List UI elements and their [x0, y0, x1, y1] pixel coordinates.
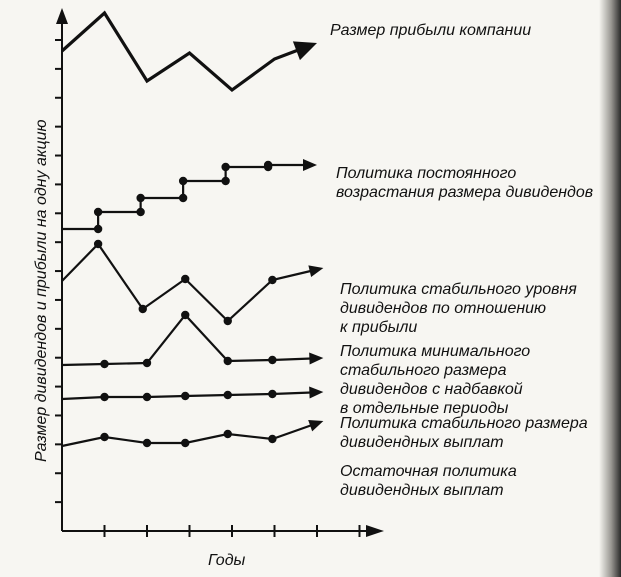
- data-point-marker: [179, 194, 187, 202]
- data-point-marker: [224, 430, 232, 438]
- series-line-0: [62, 13, 298, 90]
- series-label-line: Политика стабильного уровня: [340, 281, 577, 298]
- data-point-marker: [264, 161, 272, 169]
- series-label-line: Политика стабильного размера: [340, 415, 588, 432]
- series-arrowhead-4: [309, 387, 323, 399]
- data-point-marker: [94, 208, 102, 216]
- series-label-line: Политика постоянного: [336, 165, 517, 182]
- series-label-line: Размер прибыли компании: [330, 22, 532, 39]
- series-label-growing-dividends: [336, 164, 593, 202]
- data-point-marker: [94, 225, 102, 233]
- series-label-line: дивидендных выплат: [340, 434, 504, 451]
- series-label-line: дивидендов с надбавкой: [340, 381, 523, 398]
- data-point-marker: [179, 177, 187, 185]
- series-label-line: в отдельные периоды: [340, 400, 509, 417]
- series-label-line: Политика минимального: [340, 343, 531, 360]
- y-axis-arrowhead: [56, 8, 68, 24]
- data-point-marker: [221, 177, 229, 185]
- data-point-marker: [143, 393, 151, 401]
- data-point-marker: [224, 391, 232, 399]
- series-arrowhead-1: [303, 159, 317, 171]
- series-label-profit: [330, 21, 531, 40]
- data-point-marker: [136, 194, 144, 202]
- data-point-marker: [100, 360, 108, 368]
- data-point-marker: [100, 393, 108, 401]
- page-edge-shadow: [599, 0, 621, 577]
- data-point-marker: [94, 240, 102, 248]
- data-point-marker: [139, 305, 147, 313]
- data-point-marker: [268, 390, 276, 398]
- y-axis-label: Размер дивидендов и прибыли на одну акцию: [33, 119, 50, 462]
- data-point-marker: [181, 311, 189, 319]
- series-label-line: к прибыли: [340, 319, 418, 336]
- data-point-marker: [136, 208, 144, 216]
- x-axis-label: Годы: [208, 552, 246, 569]
- data-point-marker: [224, 357, 232, 365]
- series-label-line: Остаточная политика: [340, 463, 517, 480]
- series-label-line: дивидендных выплат: [340, 482, 504, 499]
- series-arrowhead-3: [309, 353, 323, 365]
- data-point-marker: [143, 439, 151, 447]
- series-arrowhead-0: [293, 41, 317, 60]
- series-label-stable-dividend: [340, 414, 588, 452]
- series-label-line: стабильного размера: [340, 362, 507, 379]
- data-point-marker: [100, 433, 108, 441]
- data-point-marker: [143, 359, 151, 367]
- data-point-marker: [181, 392, 189, 400]
- series-label-minimal-plus-extra: [340, 342, 530, 418]
- data-point-marker: [268, 276, 276, 284]
- series-label-stable-payout-ratio: [340, 280, 577, 337]
- data-point-marker: [221, 163, 229, 171]
- series-label-line: дивидендов по отношению: [340, 300, 547, 317]
- data-point-marker: [268, 356, 276, 364]
- data-point-marker: [224, 317, 232, 325]
- data-point-marker: [181, 439, 189, 447]
- series-arrowhead-5: [308, 420, 323, 431]
- data-point-marker: [181, 275, 189, 283]
- x-axis-arrowhead: [366, 525, 384, 537]
- series-label-residual-policy: [340, 462, 517, 500]
- series-arrowhead-2: [308, 265, 323, 277]
- series-label-line: возрастания размера дивидендов: [336, 184, 594, 201]
- data-point-marker: [268, 435, 276, 443]
